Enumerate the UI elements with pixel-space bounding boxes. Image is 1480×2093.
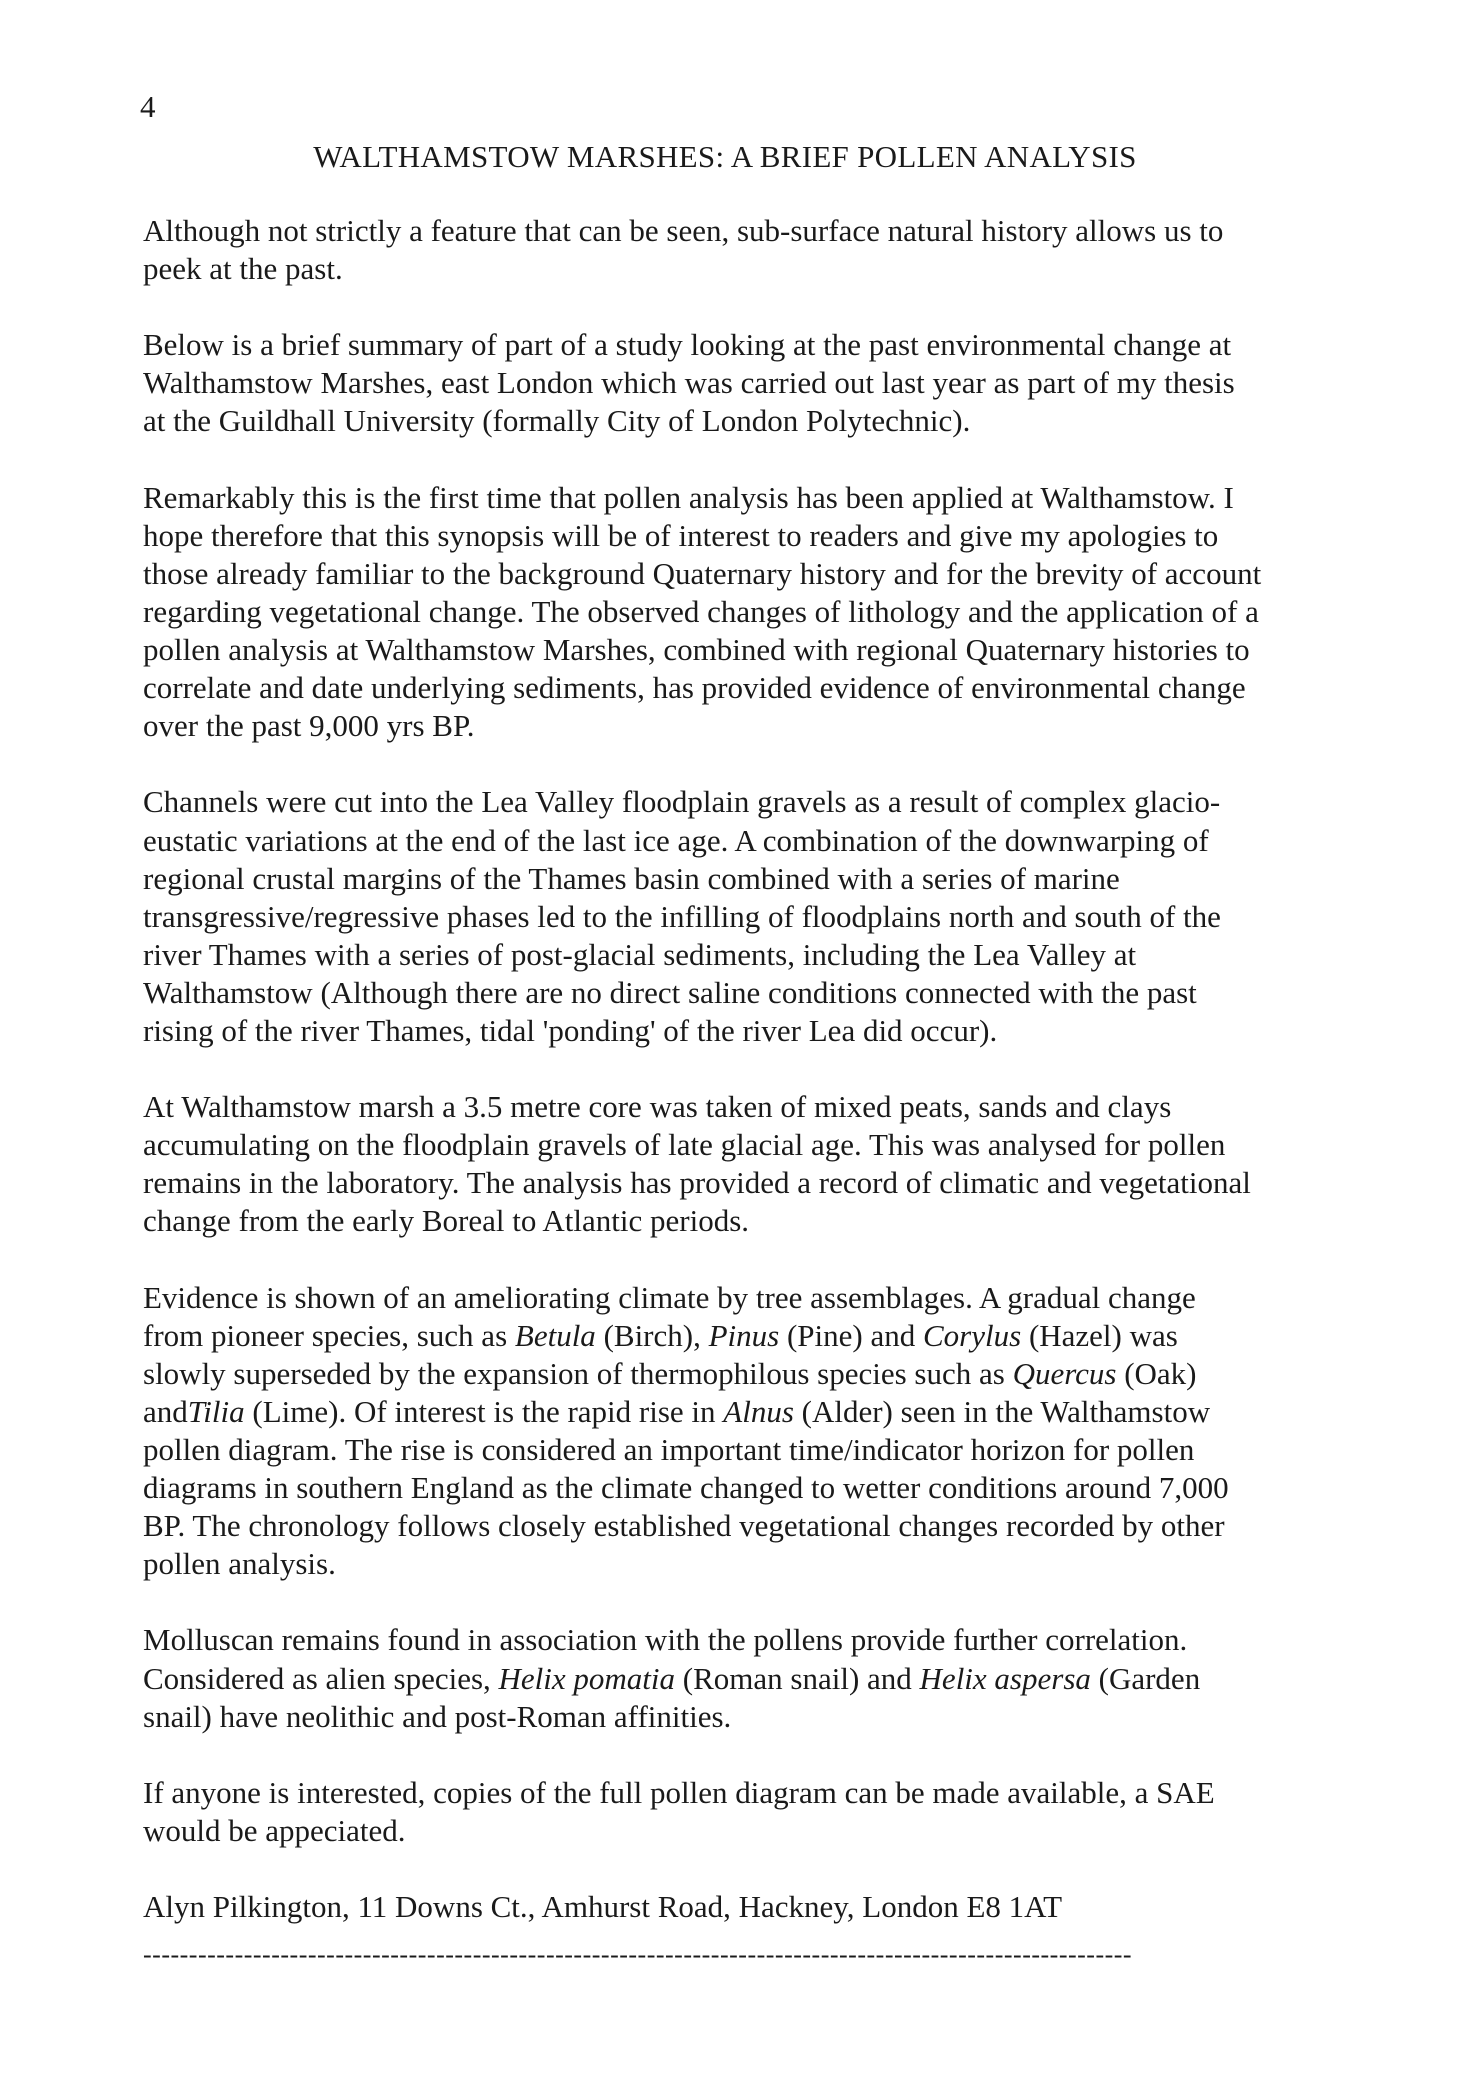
text-run: slowly superseded by the expansion of thermophilous species such as <box>143 1355 1013 1391</box>
text-run: (Oak) <box>1116 1355 1197 1391</box>
article-body <box>143 212 1323 1964</box>
text-line: If anyone is interested, copies of the full pollen diagram can be made available, a SAE <box>143 1774 1215 1810</box>
species-pinus: Pinus <box>708 1317 780 1353</box>
text-line: pollen diagram. The rise is considered an important time/indicator horizon for pollen <box>143 1432 1195 1467</box>
text-run: Considered as alien species, <box>143 1660 499 1696</box>
text-run: (Alder) seen in the Walthamstow <box>793 1393 1211 1429</box>
text-run: (Garden <box>1090 1660 1201 1696</box>
text-line: Although not strictly a feature that can be seen, sub-surface natural history allows us to <box>143 213 1224 248</box>
text-run: from pioneer species, such as <box>143 1317 515 1353</box>
text-line: those already familiar to the background Quaternary history and for the brevity of account <box>143 555 1262 591</box>
text-line: At Walthamstow marsh a 3.5 metre core was taken of mixed peats, sands and clays <box>143 1089 1172 1125</box>
text-line: remains in the laboratory. The analysis has provided a record of climatic and vegetational <box>143 1165 1251 1201</box>
text-run: (Pine) and <box>779 1317 923 1353</box>
text-line: BP. The chronology follows closely established vegetational changes recorded by other <box>143 1508 1225 1544</box>
paragraph-synopsis <box>143 479 1323 746</box>
text-line: transgressive/regressive phases led to the infilling of floodplains north and south of the <box>143 898 1221 934</box>
article-title: WALTHAMSTOW MARSHES: A BRIEF POLLEN ANALYSIS <box>313 139 1137 174</box>
text-line: pollen analysis at Walthamstow Marshes, combined with regional Quaternary histories to <box>143 632 1250 668</box>
text-line: correlate and date underlying sediments, has provided evidence of environmental change <box>143 670 1246 706</box>
text-line: Evidence is shown of an ameliorating climate by tree assemblages. A gradual change <box>143 1279 1196 1315</box>
text-line: at the Guildhall University (formally City of London Polytechnic). <box>143 403 971 439</box>
text-line: Remarkably this is the first time that pollen analysis has been applied at Walthamstow. I <box>143 479 1234 515</box>
text-line: Below is a brief summary of part of a study looking at the past environmental change at <box>143 327 1232 363</box>
section-divider: ------------------------------------------------------------------------------------------------------------ <box>143 1940 1133 1969</box>
text-run: (Hazel) was <box>1021 1317 1178 1353</box>
text-line: Channels were cut into the Lea Valley floodplain gravels as a result of complex glacio- <box>143 784 1221 820</box>
species-alnus: Alnus <box>723 1393 794 1429</box>
paragraph-molluscan <box>143 1621 1323 1735</box>
text-run: (Birch), <box>595 1317 709 1353</box>
text-line: diagrams in southern England as the climate changed to wetter conditions around 7,000 <box>143 1470 1229 1506</box>
text-line: change from the early Boreal to Atlantic periods. <box>143 1203 750 1239</box>
species-quercus: Quercus <box>1012 1355 1117 1391</box>
text-line: peek at the past. <box>143 251 343 287</box>
text-line: snail) have neolithic and post-Roman affinities. <box>143 1698 732 1734</box>
text-line <box>143 1393 1323 1431</box>
paragraph-core <box>143 1088 1323 1240</box>
paragraph-intro <box>143 212 1323 288</box>
species-helix-aspersa: Helix aspersa <box>919 1660 1091 1696</box>
species-tilia: Tilia <box>187 1393 245 1429</box>
text-line: Walthamstow (Although there are no direct saline conditions connected with the past <box>143 974 1197 1010</box>
text-line <box>143 1355 1323 1393</box>
signature-line: Alyn Pilkington, 11 Downs Ct., Amhurst Road, Hackney, London E8 1AT <box>143 1889 1063 1925</box>
paragraph-summary <box>143 326 1323 440</box>
text-line: Walthamstow Marshes, east London which was carried out last year as part of my thesis <box>143 365 1235 401</box>
text-line: pollen analysis. <box>143 1546 336 1582</box>
text-run: (Lime). Of interest is the rapid rise in <box>244 1393 724 1429</box>
text-line: regarding vegetational change. The observed changes of lithology and the application of a <box>143 593 1259 629</box>
species-helix-pomatia: Helix pomatia <box>498 1660 676 1696</box>
species-corylus: Corylus <box>923 1317 1022 1353</box>
text-line: over the past 9,000 yrs BP. <box>143 708 475 744</box>
paragraph-channels <box>143 783 1323 1050</box>
text-line: regional crustal margins of the Thames basin combined with a series of marine <box>143 860 1120 896</box>
text-line: would be appeciated. <box>143 1812 406 1848</box>
text-line: eustatic variations at the end of the last ice age. A combination of the downwarping of <box>143 822 1209 858</box>
text-line: hope therefore that this synopsis will be of interest to readers and give my apologies to <box>143 517 1219 553</box>
text-line <box>143 1317 1323 1355</box>
text-line: Molluscan remains found in association with the pollens provide further correlation. <box>143 1622 1188 1658</box>
page-number: 4 <box>140 89 156 124</box>
species-betula: Betula <box>514 1317 596 1353</box>
text-run: (Roman snail) and <box>675 1660 920 1696</box>
paragraph-request <box>143 1774 1323 1850</box>
text-line: rising of the river Thames, tidal 'ponding' of the river Lea did occur). <box>143 1012 998 1048</box>
text-run: and <box>143 1393 188 1429</box>
text-line: accumulating on the floodplain gravels of late glacial age. This was analysed for pollen <box>143 1127 1226 1163</box>
text-line <box>143 1660 1323 1698</box>
text-line: river Thames with a series of post-glacial sediments, including the Lea Valley at <box>143 936 1137 972</box>
author-address <box>143 1888 1323 1926</box>
paragraph-evidence <box>143 1279 1323 1584</box>
